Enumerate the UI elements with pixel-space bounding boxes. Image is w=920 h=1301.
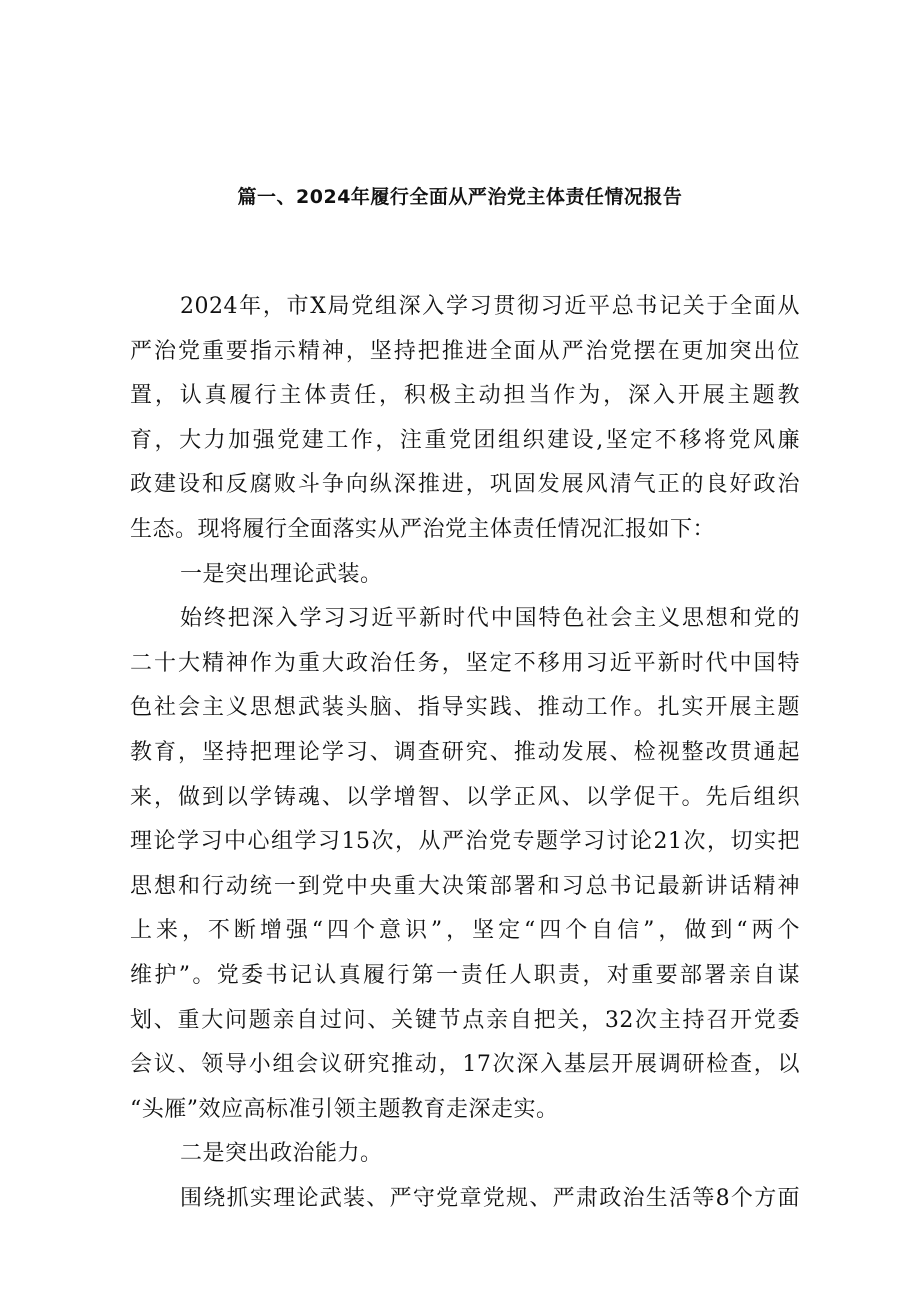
text-line: 置，认真履行主体责任，积极主动担当作为，深入开展主题教 <box>130 383 800 409</box>
document-title: 篇一、2024年履行全面从严治党主体责任情况报告 <box>237 186 683 208</box>
text-line: 政建设和反腐败斗争向纵深推进，巩固发展风清气正的良好政治 <box>130 472 800 498</box>
text-line: 生态。现将履行全面落实从严治党主体责任情况汇报如下： <box>130 516 716 542</box>
text-line: “头雁”效应高标准引领主题教育走深走实。 <box>130 1096 559 1122</box>
text-line: 维护”。党委书记认真履行第一责任人职责，对重要部署亲自谋 <box>130 962 800 988</box>
text-line: 来，做到以学铸魂、以学增智、以学正风、以学促干。先后组织 <box>130 784 800 810</box>
text-line: 划、重大问题亲自过问、关键节点亲自把关，32次主持召开党委 <box>130 1007 800 1033</box>
section-heading: 一是突出理论武装。 <box>180 561 383 587</box>
section-heading: 二是突出政治能力。 <box>180 1141 383 1167</box>
document-body <box>130 285 800 1221</box>
text-line: 2024年，市X局党组深入学习贯彻习近平总书记关于全面从 <box>180 294 800 319</box>
text-line: 会议、领导小组会议研究推动，17次深入基层开展调研检查，以 <box>130 1052 800 1078</box>
text-line: 上来，不断增强“四个意识”，坚定“四个自信”，做到“两个 <box>130 918 800 944</box>
text-line: 育，大力加强党建工作，注重党团组织建设,坚定不移将党风廉 <box>130 427 800 453</box>
text-line: 教育，坚持把理论学习、调查研究、推动发展、检视整改贯通起 <box>130 739 800 765</box>
text-line: 始终把深入学习习近平新时代中国特色社会主义思想和党的 <box>180 606 800 632</box>
text-line: 二十大精神作为重大政治任务，坚定不移用习近平新时代中国特 <box>130 650 800 676</box>
text-line: 理论学习中心组学习15次，从严治党专题学习讨论21次，切实把 <box>130 829 800 855</box>
text-line: 思想和行动统一到党中央重大决策部署和习总书记最新讲话精神 <box>130 873 800 899</box>
text-line: 严治党重要指示精神，坚持把推进全面从严治党摆在更加突出位 <box>130 338 800 364</box>
text-line: 围绕抓实理论武装、严守党章党规、严肃政治生活等8个方面 <box>180 1185 800 1211</box>
text-line: 色社会主义思想武装头脑、指导实践、推动工作。扎实开展主题 <box>130 695 800 721</box>
